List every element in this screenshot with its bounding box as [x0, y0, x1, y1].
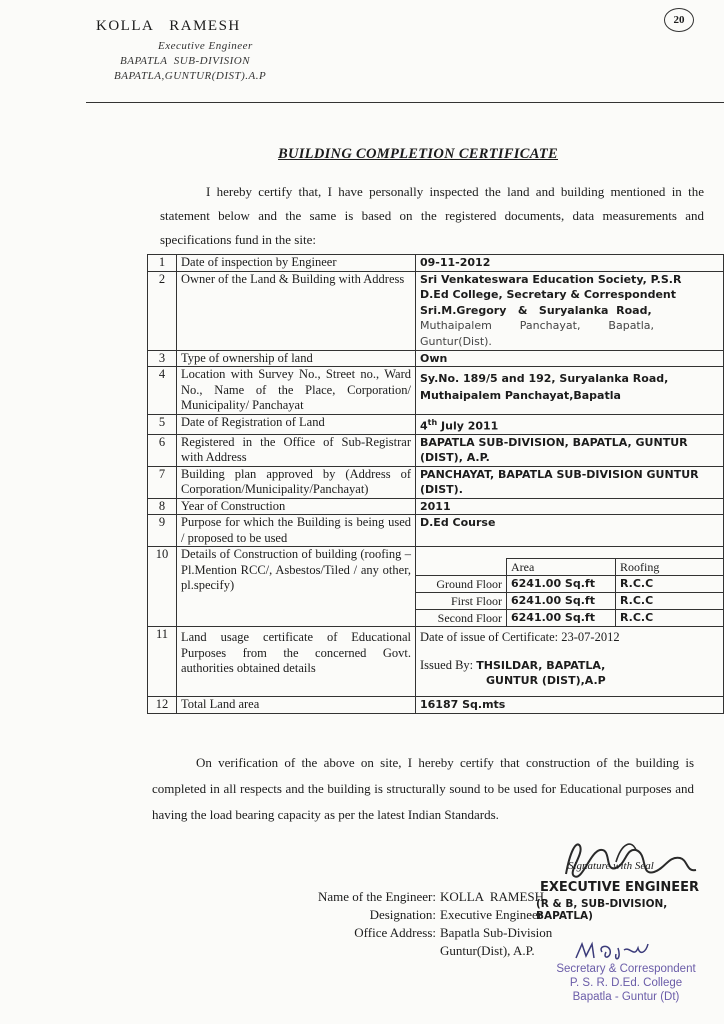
row-label: Registered in the Office of Sub-Registrar with Address — [177, 434, 416, 466]
seal-office: (R & B, SUB-DIVISION, BAPATLA) — [536, 898, 668, 922]
correspondent-stamp — [548, 962, 704, 1004]
certificate-title: BUILDING COMPLETION CERTIFICATE — [278, 146, 559, 162]
office-address-line1: Bapatla Sub-Division — [440, 925, 553, 940]
table-row — [148, 547, 724, 627]
floor-area: 6241.00 Sq.ft — [507, 576, 616, 593]
engineer-designation-label: Designation: — [369, 907, 436, 922]
office-address-line2: Guntur(Dist), A.P. — [440, 943, 535, 958]
header-subdivision: BAPATLA SUB-DIVISION — [120, 55, 251, 67]
row-value: 09-11-2012 — [416, 255, 724, 272]
area-header: Area — [507, 559, 616, 576]
row-number: 12 — [148, 697, 177, 714]
table-row — [148, 697, 724, 714]
table-row — [148, 498, 724, 515]
construction-header-blank — [416, 559, 507, 576]
floor-area: 6241.00 Sq.ft — [507, 610, 616, 627]
table-row — [148, 515, 724, 547]
construction-details-cell — [416, 547, 724, 627]
table-row — [148, 434, 724, 466]
page-number: 20 — [664, 8, 694, 32]
verification-paragraph: On verification of the above on site, I hereby certify that construction of the building is completed in all respects and the building is structurally sound to be used for Educational purposes and having the load bearing capacity as per the latest Indian Standards. — [152, 755, 694, 822]
issue-date: Date of issue of Certificate: 23-07-2012 — [420, 630, 620, 645]
row-label: Year of Construction — [177, 498, 416, 515]
table-row — [148, 627, 724, 697]
engineer-designation-value: Executive Engineer — [440, 907, 543, 922]
owner-line: Sri.M.Gregory & Suryalanka Road, — [420, 303, 652, 317]
floor-name: Ground Floor — [416, 576, 507, 593]
row-number: 7 — [148, 466, 177, 498]
seal-title: EXECUTIVE ENGINEER — [540, 880, 699, 895]
issued-by-authority-location: GUNTUR (DIST),A.P — [486, 674, 606, 688]
construction-header-row — [416, 559, 723, 576]
row-number: 1 — [148, 255, 177, 272]
row-label: Date of inspection by Engineer — [177, 255, 416, 272]
row-label: Type of ownership of land — [177, 350, 416, 367]
owner-line: Muthaipalem Panchayat, Bapatla, — [420, 319, 655, 332]
row-number: 5 — [148, 414, 177, 434]
row-number: 9 — [148, 515, 177, 547]
table-row — [148, 367, 724, 415]
row-value: BAPATLA SUB-DIVISION, BAPATLA, GUNTUR (DIST), A.P. — [416, 434, 724, 466]
row-value: 16187 Sq.mts — [416, 697, 724, 714]
table-row — [148, 350, 724, 367]
table-row — [148, 466, 724, 498]
floor-roofing: R.C.C — [616, 576, 724, 593]
intro-paragraph: I hereby certify that, I have personally inspected the land and building mentioned in the statement below and the same is based on the registered documents, data measurements and specifications fund in the site: — [160, 184, 704, 247]
certificate-table — [147, 254, 724, 714]
floor-row — [416, 576, 723, 593]
row-value: D.Ed Course — [416, 515, 724, 547]
row-number: 8 — [148, 498, 177, 515]
stamp-line: Bapatla - Guntur (Dt) — [572, 991, 680, 1003]
row-label: Location with Survey No., Street no., Ward No., Name of the Place, Corporation/ Municipality/ Panchayat — [177, 367, 416, 415]
row-value: Sy.No. 189/5 and 192, Suryalanka Road, Muthaipalem Panchayat,Bapatla — [416, 367, 724, 415]
row-label: Land usage certificate of Educational Purposes from the concerned Govt. authorities obtained details — [177, 627, 416, 697]
table-row — [148, 414, 724, 434]
header-designation: Executive Engineer — [158, 40, 253, 52]
signature-caption: Signature with Seal — [568, 860, 654, 872]
floor-row — [416, 593, 723, 610]
floor-name: First Floor — [416, 593, 507, 610]
row-label: Date of Registration of Land — [177, 414, 416, 434]
row-label: Details of Construction of building (roofing –Pl.Mention RCC/, Asbestos/Tiled / any other, pl.specify) — [177, 547, 416, 627]
floor-row — [416, 610, 723, 627]
engineer-name-label: Name of the Engineer: — [317, 889, 436, 904]
registration-month-year: July 2011 — [437, 419, 499, 433]
table-row — [148, 255, 724, 272]
owner-line: Sri Venkateswara Education Society, P.S.R — [420, 272, 682, 286]
row-number: 6 — [148, 434, 177, 466]
row-number: 4 — [148, 367, 177, 415]
header-rule — [86, 102, 724, 103]
engineer-name-header: KOLLA RAMESH — [96, 18, 241, 34]
office-address-label: Office Address: — [354, 925, 436, 940]
row-value: 2011 — [416, 498, 724, 515]
row-label: Building plan approved by (Address of Corporation/Municipality/Panchayat) — [177, 466, 416, 498]
owner-line: Guntur(Dist). — [420, 334, 492, 348]
owner-line: D.Ed College, Secretary & Correspondent — [420, 288, 676, 301]
header-location: BAPATLA,GUNTUR(DIST).A.P — [114, 70, 267, 82]
row-number: 2 — [148, 271, 177, 350]
issued-by — [420, 658, 719, 674]
row-value: PANCHAYAT, BAPATLA SUB-DIVISION GUNTUR (DIST). — [416, 466, 724, 498]
row-number: 11 — [148, 627, 177, 697]
row-value — [416, 414, 724, 434]
row-label: Total Land area — [177, 697, 416, 714]
land-usage-details — [416, 627, 724, 697]
registration-day-suffix: th — [427, 417, 438, 427]
table-row — [148, 271, 724, 350]
row-label: Purpose for which the Building is being used / proposed to be used — [177, 515, 416, 547]
correspondent-signature-icon — [572, 938, 652, 964]
row-label: Owner of the Land & Building with Address — [177, 271, 416, 350]
roofing-header: Roofing — [616, 559, 724, 576]
stamp-line: Secretary & Correspondent — [556, 963, 696, 975]
floor-roofing: R.C.C — [616, 610, 724, 627]
row-value: Own — [416, 350, 724, 367]
issued-by-label: Issued By: — [420, 657, 474, 672]
construction-table — [416, 558, 723, 626]
row-number: 10 — [148, 547, 177, 627]
floor-name: Second Floor — [416, 610, 507, 627]
floor-roofing: R.C.C — [616, 593, 724, 610]
row-number: 3 — [148, 350, 177, 367]
engineer-name-value: KOLLA RAMESH — [440, 889, 545, 904]
issued-by-authority: THSILDAR, BAPATLA, — [476, 658, 606, 672]
stamp-line: P. S. R. D.Ed. College — [569, 977, 683, 989]
floor-area: 6241.00 Sq.ft — [507, 593, 616, 610]
row-value — [416, 271, 724, 350]
registration-day: 4 — [420, 419, 428, 433]
